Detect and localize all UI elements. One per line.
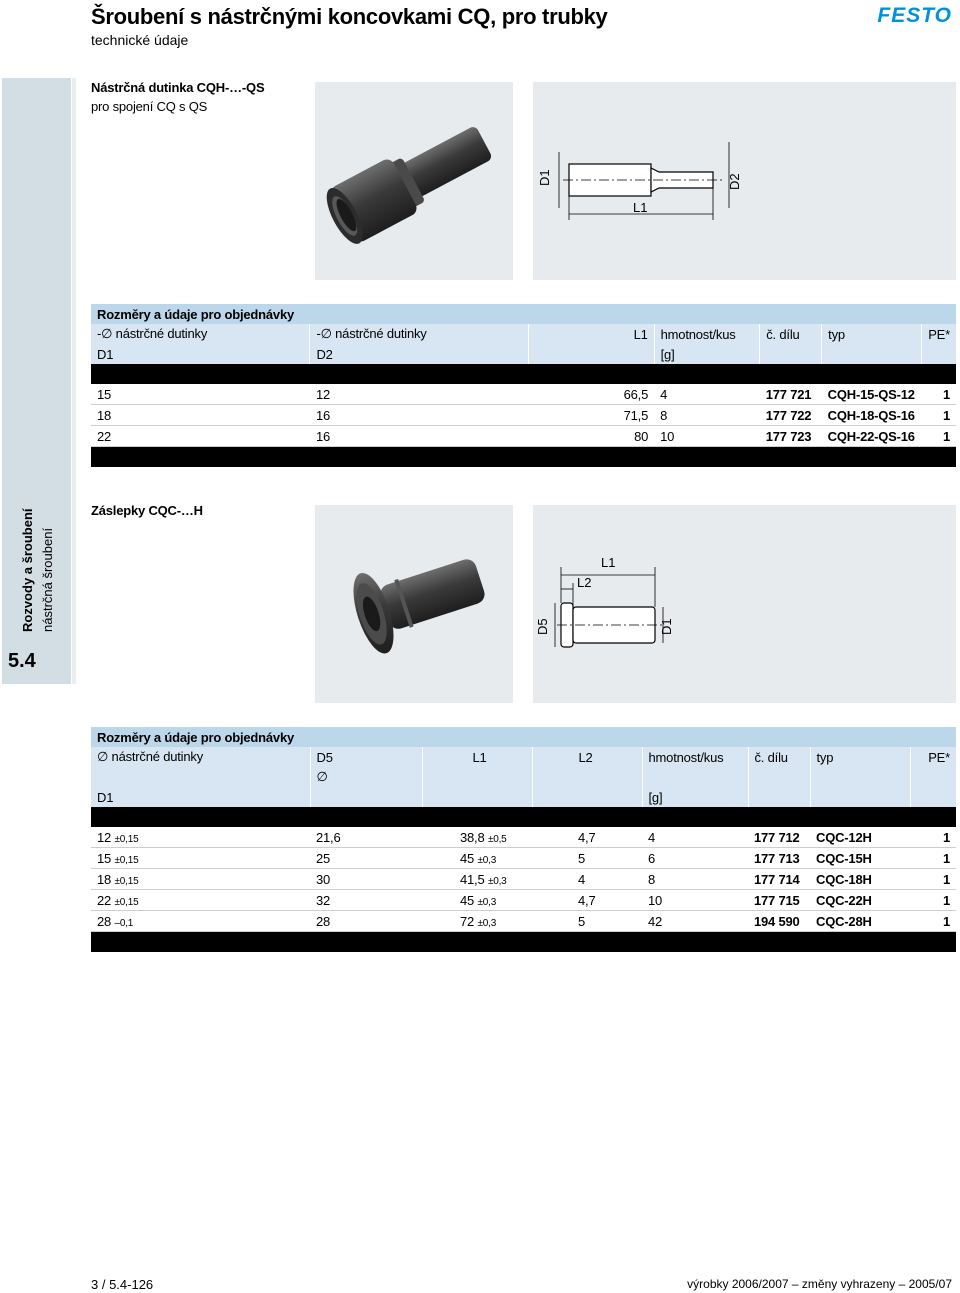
- cell-type: CQC-18H: [810, 869, 910, 890]
- cell-pe: 1: [922, 426, 956, 447]
- cell-type: CQH-18-QS-16: [822, 405, 922, 426]
- drawing-label-d2: D2: [727, 173, 742, 190]
- table-row: [91, 405, 956, 426]
- table-row: [91, 384, 956, 405]
- cell-d5: 25: [310, 848, 422, 869]
- table-row: [91, 426, 956, 447]
- table-row: [91, 848, 956, 869]
- cell-l2: 4,7: [532, 890, 642, 911]
- cell-d1: 15 ±0,15: [91, 848, 310, 869]
- header-mass: hmotnost/kus: [642, 747, 748, 767]
- cell-pe: 1: [922, 384, 956, 405]
- festo-logo: FESTO: [877, 4, 952, 27]
- drawing-label-l2: L2: [577, 575, 592, 590]
- page-title: Šroubení s nástrčnými koncovkami CQ, pro trubky: [91, 4, 608, 29]
- side-tab-background: [2, 78, 71, 684]
- section2-order-table: [91, 727, 956, 952]
- page-subtitle: technické údaje: [91, 32, 189, 48]
- section2-table-title: Rozměry a údaje pro objednávky: [91, 727, 956, 747]
- footer-info: výrobky 2006/2007 – změny vyhrazeny – 2005/07: [687, 1277, 952, 1291]
- drawing-label-d1: D1: [659, 618, 674, 635]
- cell-l2: 5: [532, 848, 642, 869]
- cell-d1: 22: [91, 426, 310, 447]
- cell-type: CQC-15H: [810, 848, 910, 869]
- side-tab-section-number: 5.4: [8, 650, 36, 672]
- header-l1: L1: [422, 747, 532, 767]
- cell-d2: 12: [310, 384, 528, 405]
- cell-part-no: 177 715: [748, 890, 810, 911]
- table-row: [91, 890, 956, 911]
- header-d1-label: ∅ nástrčné dutinky: [91, 747, 310, 767]
- cell-type: CQC-22H: [810, 890, 910, 911]
- table-row: [91, 827, 956, 848]
- header-type: typ: [822, 324, 922, 344]
- drawing-label-d1: D1: [537, 169, 552, 186]
- cell-mass: 4: [654, 384, 760, 405]
- cell-mass: 10: [642, 890, 748, 911]
- side-tab-category: Rozvody a šroubení: [20, 508, 35, 632]
- header-mass: hmotnost/kus: [654, 324, 760, 344]
- table-row: [91, 911, 956, 932]
- section1-product-photo: [315, 82, 513, 280]
- cell-l1: 45 ±0,3: [422, 890, 532, 911]
- header-pe: PE*: [922, 324, 956, 344]
- section1-title: Nástrčná dutinka CQH-…-QS: [91, 80, 265, 95]
- cell-type: CQH-22-QS-16: [822, 426, 922, 447]
- cell-d1: 28 –0,1: [91, 911, 310, 932]
- cell-d1: 12 ±0,15: [91, 827, 310, 848]
- header-part-no: č. dílu: [748, 747, 810, 767]
- header-mass-unit: [g]: [654, 344, 760, 364]
- side-tab-strip: [72, 78, 76, 684]
- cell-d5: 28: [310, 911, 422, 932]
- header-l2: L2: [532, 747, 642, 767]
- section2-title: Záslepky CQC-…H: [91, 503, 203, 518]
- header-d1-label: -∅ nástrčné dutinky: [91, 324, 310, 344]
- cell-l1: 71,5: [528, 405, 654, 426]
- section2-footnote: * množství v obalu: [91, 931, 191, 943]
- cell-d1: 18: [91, 405, 310, 426]
- cell-part-no: 194 590: [748, 911, 810, 932]
- cell-l1: 41,5 ±0,3: [422, 869, 532, 890]
- header-d5-diameter: ∅: [310, 767, 422, 787]
- section1-order-table: [91, 304, 956, 467]
- header-mass-unit: [g]: [642, 787, 748, 807]
- cell-pe: 1: [910, 890, 956, 911]
- drawing-label-d5: D5: [535, 618, 550, 635]
- cell-d2: 16: [310, 405, 528, 426]
- cell-l2: 4: [532, 869, 642, 890]
- cell-part-no: 177 721: [760, 384, 822, 405]
- cell-type: CQC-12H: [810, 827, 910, 848]
- cell-pe: 1: [922, 405, 956, 426]
- cell-d5: 30: [310, 869, 422, 890]
- section2-technical-drawing: [533, 505, 956, 703]
- cell-l2: 5: [532, 911, 642, 932]
- cell-l1: 45 ±0,3: [422, 848, 532, 869]
- footer-page-number: 3 / 5.4-126: [91, 1277, 154, 1292]
- section1-subtitle: pro spojení CQ s QS: [91, 99, 208, 114]
- cell-l1: 66,5: [528, 384, 654, 405]
- cell-d5: 32: [310, 890, 422, 911]
- cell-pe: 1: [910, 911, 956, 932]
- section2-product-photo: [315, 505, 513, 703]
- header-l1: L1: [528, 324, 654, 344]
- cell-mass: 4: [642, 827, 748, 848]
- section1-technical-drawing: [533, 82, 956, 280]
- cell-type: CQH-15-QS-12: [822, 384, 922, 405]
- cell-pe: 1: [910, 848, 956, 869]
- side-tab-subcategory: nástrčná šroubení: [40, 527, 55, 632]
- cell-mass: 42: [642, 911, 748, 932]
- cell-mass: 8: [654, 405, 760, 426]
- cell-part-no: 177 712: [748, 827, 810, 848]
- cell-d1: 22 ±0,15: [91, 890, 310, 911]
- header-d1: D1: [91, 787, 310, 807]
- header-part-no: č. dílu: [760, 324, 822, 344]
- cell-d1: 15: [91, 384, 310, 405]
- cell-d5: 21,6: [310, 827, 422, 848]
- cell-mass: 8: [642, 869, 748, 890]
- section1-footnote: * množství v obalu: [91, 448, 191, 460]
- header-type: typ: [810, 747, 910, 767]
- drawing-label-l1: L1: [601, 555, 616, 570]
- section1-table-title: Rozměry a údaje pro objednávky: [91, 304, 956, 324]
- cell-l2: 4,7: [532, 827, 642, 848]
- cell-l1: 38,8 ±0,5: [422, 827, 532, 848]
- cell-pe: 1: [910, 827, 956, 848]
- cell-pe: 1: [910, 869, 956, 890]
- cell-l1: 72 ±0,3: [422, 911, 532, 932]
- drawing-label-l1: L1: [633, 200, 648, 215]
- cell-d1: 18 ±0,15: [91, 869, 310, 890]
- header-d2-label: -∅ nástrčné dutinky: [310, 324, 528, 344]
- header-d2: D2: [310, 344, 528, 364]
- cell-l1: 80: [528, 426, 654, 447]
- cell-mass: 10: [654, 426, 760, 447]
- cell-d2: 16: [310, 426, 528, 447]
- header-pe: PE*: [910, 747, 956, 767]
- cell-type: CQC-28H: [810, 911, 910, 932]
- cell-part-no: 177 722: [760, 405, 822, 426]
- cell-mass: 6: [642, 848, 748, 869]
- cell-part-no: 177 713: [748, 848, 810, 869]
- cell-part-no: 177 714: [748, 869, 810, 890]
- table-row: [91, 869, 956, 890]
- header-d5: D5: [310, 747, 422, 767]
- cell-part-no: 177 723: [760, 426, 822, 447]
- header-d1: D1: [91, 344, 310, 364]
